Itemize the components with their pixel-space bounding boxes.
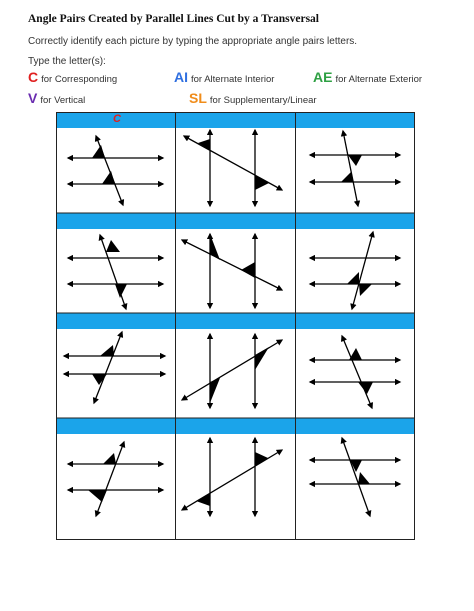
diagram-8 [182, 334, 282, 408]
legend-supplementary-linear [189, 90, 317, 106]
legend-text: for Alternate Exterior [335, 74, 423, 85]
legend-abbr: V [28, 90, 38, 106]
diagram-4 [68, 235, 163, 309]
diagram-7 [64, 332, 165, 403]
legend-alternate-exterior [313, 69, 422, 85]
legend-abbr: SL [189, 90, 207, 106]
angle-pairs-grid [56, 112, 415, 540]
diagram-9 [310, 336, 400, 408]
legend-abbr: AI [174, 69, 188, 85]
worksheet-title: Angle Pairs Created by Parallel Lines Cut by a Transversal [28, 13, 320, 25]
diagram-6 [310, 232, 400, 309]
diagram-2 [184, 130, 282, 206]
diagram-3 [310, 131, 400, 206]
diagram-11 [182, 438, 282, 516]
legend-vertical [28, 90, 85, 106]
legend-text: for Vertical [40, 95, 86, 106]
diagram-12 [310, 438, 400, 516]
diagram-1 [68, 136, 163, 205]
legend-corresponding [28, 69, 117, 85]
legend-text: for Alternate Interior [191, 74, 275, 85]
diagram-5 [182, 234, 282, 308]
legend-abbr: AE [313, 69, 333, 85]
legend-abbr: C [28, 69, 39, 85]
instructions: Correctly identify each picture by typing the appropriate angle pairs letters. [28, 36, 358, 47]
diagram-10 [68, 442, 163, 516]
legend-text: for Supplementary/Linear [209, 95, 317, 106]
type-prompt: Type the letter(s): [28, 56, 106, 67]
legend-text: for Corresponding [41, 74, 118, 85]
angle-diagrams [56, 112, 415, 540]
legend-alternate-interior [174, 69, 274, 85]
answer-text: C [113, 113, 121, 125]
